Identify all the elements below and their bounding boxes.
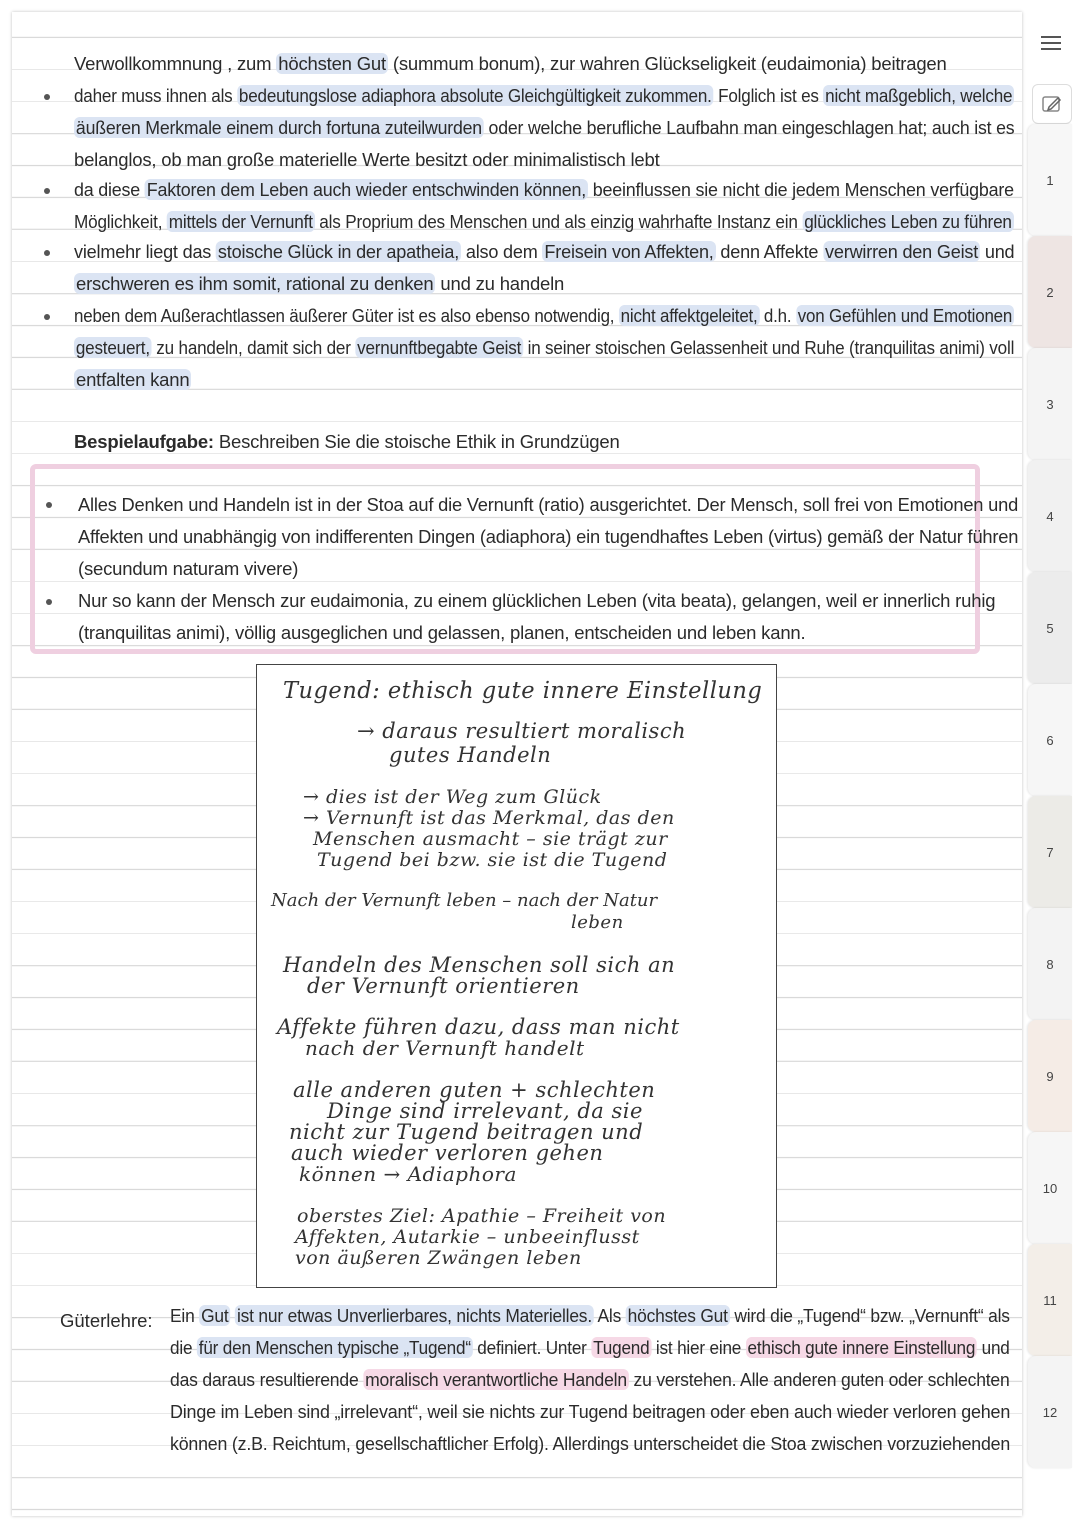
text: daher muss ihnen als <box>74 85 238 106</box>
handwriting-line: Affekten, Autarkie – unbeeinflusst <box>295 1226 640 1248</box>
highlight: nicht maßgeblich, welche <box>825 85 1013 106</box>
handwritten-note <box>256 664 777 1288</box>
text: die <box>170 1337 197 1358</box>
highlight: entfalten kann <box>76 369 190 390</box>
handwriting-line: Tugend: ethisch gute innere Einstellung <box>283 678 763 704</box>
text-line <box>74 178 1014 202</box>
handwriting-line: Handeln des Menschen soll sich an <box>283 953 676 977</box>
handwriting-line: auch wieder verloren gehen <box>291 1141 604 1165</box>
bullet <box>44 314 50 320</box>
tab-label: 5 <box>1046 620 1054 636</box>
text: (secundum naturam vivere) <box>78 558 299 579</box>
highlight: nicht affektgeleitet, <box>620 305 758 326</box>
highlight: verwirren den Geist <box>825 241 979 262</box>
highlight: Tugend <box>593 1337 650 1358</box>
tab-8[interactable] <box>1028 908 1072 1020</box>
handwriting-line: können → Adiaphora <box>299 1162 517 1186</box>
text: zu verstehen. Alle anderen guten oder schlechten <box>628 1369 1010 1390</box>
tab-label: 1 <box>1046 172 1054 188</box>
tab-4[interactable] <box>1028 460 1072 572</box>
text-line <box>78 525 1019 549</box>
tab-label: 11 <box>1043 1292 1057 1308</box>
handwriting-line: leben <box>571 912 624 933</box>
text: zu handeln, damit sich der <box>151 337 356 358</box>
highlight: höchsten Gut <box>278 53 386 74</box>
text: oder welche berufliche Laufbahn man eingeschlagen hat; auch ist es <box>483 117 1015 138</box>
tab-7[interactable] <box>1028 796 1072 908</box>
bullet <box>46 599 52 605</box>
tab-3[interactable] <box>1028 348 1072 460</box>
notebook-page <box>12 12 1022 1516</box>
highlight: Freisein von Affekten, <box>544 241 714 262</box>
text-line <box>78 557 1018 581</box>
tab-label: 9 <box>1046 1068 1054 1084</box>
highlight: stoische Glück in der apatheia, <box>217 241 460 262</box>
tab-label: 4 <box>1046 508 1054 524</box>
handwriting-line: oberstes Ziel: Apathie – Freiheit von <box>297 1205 667 1227</box>
text: Als <box>593 1305 626 1326</box>
handwriting-line: Nach der Vernunft leben – nach der Natur <box>271 890 658 911</box>
section-label: Güterlehre: <box>60 1310 153 1331</box>
text: können (z.B. Reichtum, gesellschaftlicher Erfolg). Allerdings unterscheidet die Stoa zwischen vorzuziehenden <box>170 1433 1011 1454</box>
text: (tranquilitas animi), völlig ausgeglichen und gelassen, planen, entscheiden und leben kann. <box>78 622 806 643</box>
text: als Proprium des Menschen und als einzig wahrhafte Instanz ein <box>314 211 803 232</box>
highlight: höchstes Gut <box>627 1305 728 1326</box>
text: und zu handeln <box>435 273 565 294</box>
tab-label: 8 <box>1046 956 1054 972</box>
text: in seiner stoischen Gelassenheit und Ruhe (tranquilitas animi) voll <box>523 337 1015 358</box>
highlight: äußeren Merkmale einem durch fortuna zuteilwurden <box>75 117 482 138</box>
tab-label: 2 <box>1046 284 1054 300</box>
text: da diese <box>74 179 145 200</box>
tab-12[interactable] <box>1028 1356 1072 1468</box>
text-line <box>170 1304 1010 1328</box>
handwriting-line: gutes Handeln <box>389 743 552 767</box>
text: Dinge im Leben sind „irrelevant“, weil sie nichts zur Tugend beitragen oder eben auch wieder verloren gehen <box>170 1401 1011 1422</box>
highlight: gesteuert, <box>75 337 150 358</box>
text-line <box>170 1336 1010 1360</box>
bullet <box>44 188 50 194</box>
task-text: Beschreiben Sie die stoische Ethik in Grundzügen <box>213 431 620 452</box>
text-line <box>170 1368 1010 1392</box>
handwriting-line: von äußeren Zwängen leben <box>295 1247 582 1269</box>
text-line <box>74 116 1015 140</box>
text-line <box>170 1400 1011 1424</box>
text: Möglichkeit, <box>74 211 167 232</box>
text: Ein <box>170 1305 200 1326</box>
task-label: Bespielaufgabe: <box>74 431 214 452</box>
tab-5[interactable] <box>1028 572 1072 684</box>
text-line <box>74 52 1014 76</box>
bullet <box>44 94 50 100</box>
text: (summum bonum), zur wahren Glückseligkeit (eudaimonia) beitragen <box>387 53 947 74</box>
text-line <box>74 368 1014 392</box>
highlight: erschweren es ihm somit, rational zu denken <box>76 273 434 294</box>
text-line <box>78 589 1018 613</box>
text: Verwollkommnung , zum <box>74 53 277 74</box>
tab-label: 12 <box>1042 1404 1058 1420</box>
text-line <box>74 304 1013 328</box>
text-line <box>74 84 1013 108</box>
handwriting-line: → daraus resultiert moralisch <box>357 719 687 743</box>
tab-10[interactable] <box>1028 1132 1072 1244</box>
text-line <box>74 336 1015 360</box>
handwriting-line: Affekte führen dazu, dass man nicht <box>277 1015 680 1039</box>
text: vielmehr liegt das <box>74 241 216 262</box>
bullet <box>44 250 50 256</box>
handwriting-line: → Vernunft ist das Merkmal, das den <box>303 807 675 829</box>
text: und <box>980 241 1015 262</box>
text: Affekten und unabhängig von indifferenten Dingen (adiaphora) ein tugendhaftes Leben (virtus) gemäß der Natur führen <box>78 526 1019 547</box>
handwriting-line: nicht zur Tugend beitragen und <box>289 1120 644 1144</box>
text: d.h. <box>759 305 796 326</box>
text-line <box>170 1432 1011 1456</box>
highlight: vernunftbegabte Geist <box>357 337 522 358</box>
highlight: Faktoren dem Leben auch wieder entschwinden können, <box>146 179 586 200</box>
highlight: moralisch verantwortliche Handeln <box>365 1369 627 1390</box>
handwriting-line: Dinge sind irrelevant, da sie <box>327 1099 643 1123</box>
text: Folglich ist es <box>713 85 824 106</box>
highlight: ethisch gute innere Einstellung <box>747 1337 976 1358</box>
text: ist hier eine <box>651 1337 746 1358</box>
highlight: von Gefühlen und Emotionen <box>797 305 1013 326</box>
text-line <box>74 240 1015 264</box>
handwriting-line: → dies ist der Weg zum Glück <box>303 786 602 808</box>
text: belanglos, ob man große materielle Werte besitzt oder minimalistisch lebt <box>74 149 660 170</box>
tab-6[interactable] <box>1028 684 1072 796</box>
text-line <box>78 493 1019 517</box>
text: definiert. Unter <box>472 1337 592 1358</box>
text-line <box>74 148 1014 172</box>
tab-label: 10 <box>1042 1180 1058 1196</box>
text: Alles Denken und Handeln ist in der Stoa auf die Vernunft (ratio) ausgerichtet. Der Mensch, soll frei von Emotionen und <box>78 494 1019 515</box>
text: Nur so kann der Mensch zur eudaimonia, zu einem glücklichen Leben (vita beata), gelangen, weil er innerlich ruhig <box>78 590 996 611</box>
text: wird die „Tugend“ bzw. „Vernunft“ als <box>729 1305 1010 1326</box>
bullet <box>46 502 52 508</box>
handwriting-line: Tugend bei bzw. sie ist die Tugend <box>317 849 668 871</box>
text-line <box>74 272 1014 296</box>
text-line <box>74 210 1012 234</box>
highlight: ist nur etwas Unverlierbares, nichts Materielles. <box>236 1305 592 1326</box>
handwriting-line: Menschen ausmacht – sie trägt zur <box>313 828 668 850</box>
text: neben dem Außerachtlassen äußerer Güter ist es also ebenso notwendig, <box>74 305 619 326</box>
tab-9[interactable] <box>1028 1020 1072 1132</box>
text: das daraus resultierende <box>170 1369 364 1390</box>
text: denn Affekte <box>715 241 824 262</box>
handwriting-line: nach der Vernunft handelt <box>305 1036 585 1060</box>
highlight: mittels der Vernunft <box>168 211 313 232</box>
highlight: Gut <box>201 1305 229 1326</box>
highlight: bedeutungslose adiaphora absolute Gleichgültigkeit zukommen. <box>238 85 712 106</box>
tab-label: 3 <box>1046 396 1054 412</box>
text: und <box>977 1337 1010 1358</box>
tab-label: 7 <box>1046 844 1054 860</box>
tab-2[interactable] <box>1028 236 1072 348</box>
tab-label: 6 <box>1046 732 1054 748</box>
task-line <box>74 430 1014 454</box>
text: also dem <box>461 241 543 262</box>
highlight: glückliches Leben zu führen <box>804 211 1012 232</box>
handwriting-line: alle anderen guten + schlechten <box>293 1078 656 1102</box>
text-line <box>78 621 1018 645</box>
highlight: für den Menschen typische „Tugend“ <box>198 1337 471 1358</box>
handwriting-line: der Vernunft orientieren <box>307 974 580 998</box>
text: beeinflussen sie nicht die jedem Menschen verfügbare <box>587 179 1014 200</box>
tab-1[interactable] <box>1028 124 1072 236</box>
page-tabs <box>1028 12 1074 1516</box>
tab-11[interactable] <box>1028 1244 1072 1356</box>
